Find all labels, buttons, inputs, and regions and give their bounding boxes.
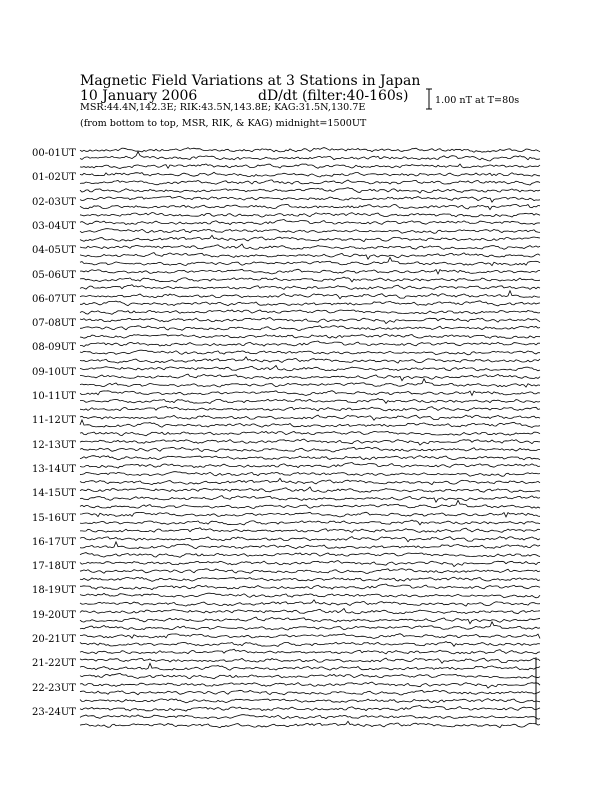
station-trace — [80, 500, 540, 508]
hour-label: 23-24UT — [32, 706, 76, 718]
station-trace — [80, 658, 540, 663]
station-trace — [80, 277, 540, 282]
station-trace — [80, 673, 540, 678]
hour-label: 06-07UT — [32, 293, 76, 305]
station-trace — [80, 478, 540, 484]
station-trace — [80, 334, 540, 338]
station-trace — [80, 520, 540, 525]
station-trace — [80, 235, 540, 241]
hour-label: 22-23UT — [32, 682, 76, 694]
trace-order-note: (from bottom to top, MSR, RIK, & KAG) midnight=1500UT — [80, 118, 367, 129]
station-trace — [80, 609, 540, 614]
scale-bar-label: 1.00 nT at T=80s — [435, 95, 520, 106]
station-trace — [80, 706, 540, 712]
station-trace — [80, 528, 540, 533]
station-trace — [80, 204, 540, 209]
station-trace — [80, 326, 540, 331]
station-trace — [80, 649, 540, 654]
hour-label: 02-03UT — [32, 196, 76, 208]
station-trace — [80, 269, 540, 274]
station-trace — [80, 406, 540, 411]
chart-date: 10 January 2006 — [80, 88, 198, 104]
station-trace — [80, 584, 540, 590]
hour-label: 05-06UT — [32, 269, 76, 281]
station-trace — [80, 439, 540, 445]
station-trace — [80, 663, 540, 670]
station-trace — [80, 213, 540, 218]
hour-label: 17-18UT — [32, 561, 76, 573]
station-trace — [80, 180, 540, 185]
hour-label: 04-05UT — [32, 245, 76, 257]
hour-label: 16-17UT — [32, 536, 76, 548]
station-trace — [80, 472, 540, 477]
hour-label: 00-01UT — [32, 148, 76, 159]
station-trace — [80, 379, 540, 387]
hour-label: 12-13UT — [32, 439, 76, 451]
station-trace — [80, 542, 540, 549]
station-trace — [80, 569, 540, 574]
station-trace — [80, 148, 540, 153]
station-trace — [80, 188, 540, 193]
station-trace — [80, 399, 540, 404]
station-trace — [80, 172, 540, 177]
station-trace — [80, 561, 540, 567]
station-trace — [80, 374, 540, 381]
station-trace — [80, 463, 540, 469]
station-trace — [80, 257, 540, 265]
hour-label: 13-14UT — [32, 463, 76, 475]
hour-label: 11-12UT — [32, 415, 76, 427]
station-trace — [80, 350, 540, 355]
hour-label: 21-22UT — [32, 658, 76, 670]
hour-label: 07-08UT — [32, 318, 76, 330]
station-trace — [80, 341, 540, 347]
station-trace — [80, 196, 540, 202]
hour-label: 20-21UT — [32, 634, 76, 645]
station-trace — [80, 553, 540, 558]
station-trace — [80, 253, 540, 260]
hour-label: 08-09UT — [32, 342, 76, 354]
station-trace — [80, 391, 540, 396]
station-trace — [80, 600, 540, 606]
hour-label: 15-16UT — [32, 512, 76, 524]
station-trace — [80, 642, 540, 647]
station-trace — [80, 244, 540, 249]
station-trace — [80, 291, 540, 299]
station-trace — [80, 690, 540, 695]
station-trace — [80, 301, 540, 306]
station-trace — [80, 512, 540, 517]
hour-label: 01-02UT — [32, 172, 76, 184]
station-trace — [80, 593, 540, 598]
station-trace — [80, 496, 540, 503]
station-trace — [80, 537, 540, 542]
station-trace — [80, 310, 540, 314]
station-trace — [80, 285, 540, 290]
station-trace — [80, 164, 540, 169]
hour-label: 14-15UT — [32, 488, 76, 500]
station-trace — [80, 634, 540, 639]
station-trace — [80, 622, 540, 630]
station-trace — [80, 229, 540, 234]
station-coordinates: MSR:44.4N,142.3E; RIK:43.5N,143.8E; KAG:31.5N,130.7E — [80, 102, 366, 113]
station-trace — [80, 715, 540, 720]
station-trace — [80, 415, 540, 420]
station-trace — [80, 220, 540, 225]
station-trace — [80, 431, 540, 435]
station-trace — [80, 577, 540, 581]
station-trace — [80, 318, 540, 324]
station-trace — [80, 447, 540, 452]
station-trace — [80, 357, 540, 363]
station-trace — [80, 617, 540, 624]
station-trace — [80, 721, 540, 727]
chart-quantity: dD/dt (filter:40-160s) — [258, 88, 409, 104]
station-trace — [80, 152, 540, 161]
hour-label: 18-19UT — [32, 585, 76, 597]
station-trace — [80, 366, 540, 371]
station-trace — [80, 456, 540, 460]
hour-label: 09-10UT — [32, 366, 76, 378]
hour-label: 10-11UT — [32, 391, 76, 402]
station-trace — [80, 420, 540, 427]
hour-label: 19-20UT — [32, 609, 76, 621]
station-trace — [80, 699, 540, 703]
chart-title: Magnetic Field Variations at 3 Stations in Japan — [80, 73, 421, 89]
station-trace — [80, 487, 540, 492]
hour-label: 03-04UT — [32, 220, 76, 232]
station-trace — [80, 682, 540, 688]
